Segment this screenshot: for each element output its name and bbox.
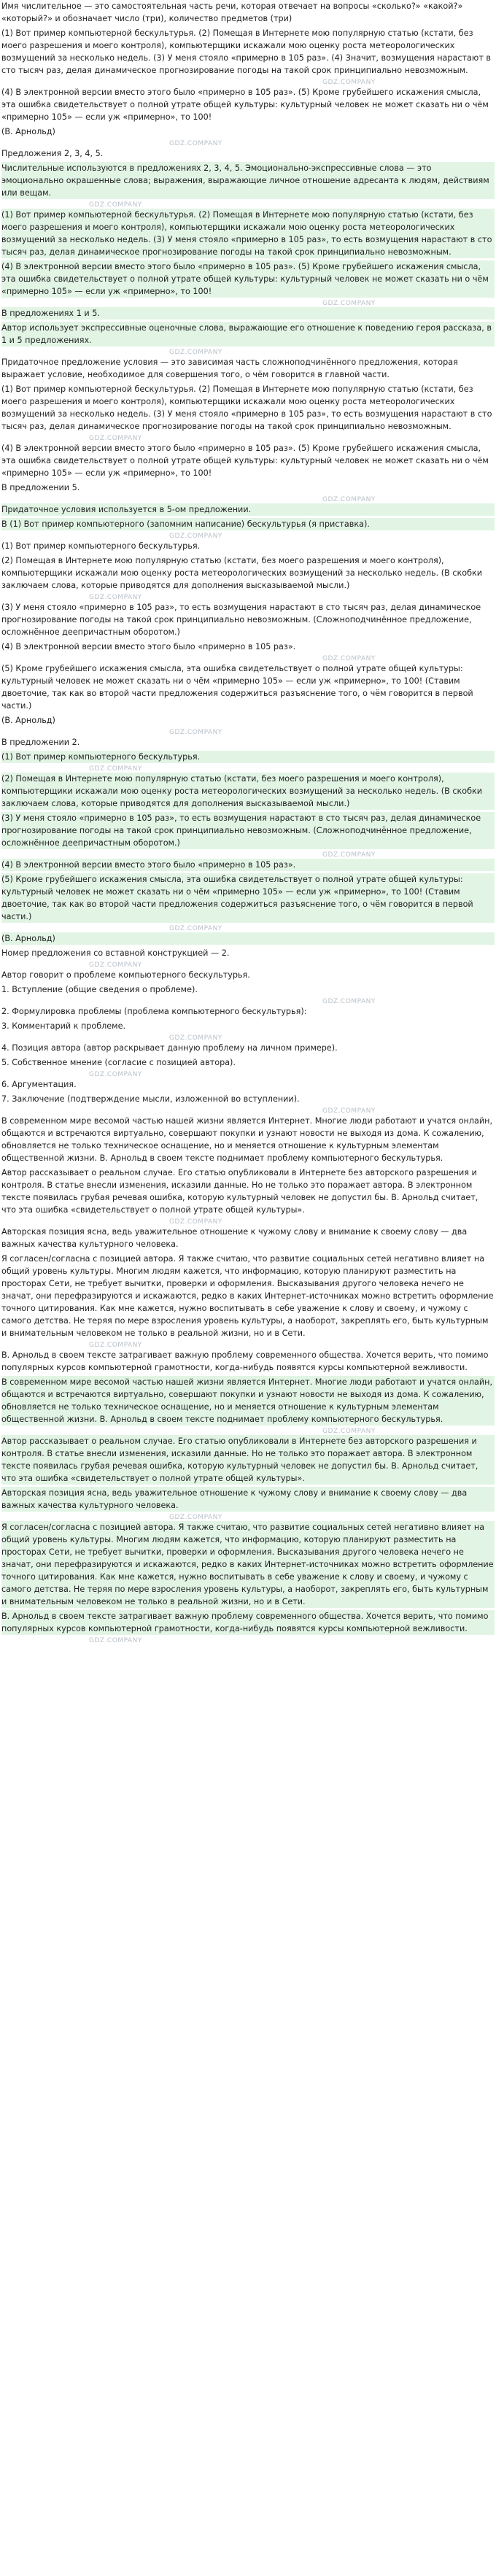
watermark: GDZ.COMPANY	[89, 962, 142, 969]
text-paragraph: (2) Помещая в Интернете мою популярную статью (кстати, без моего разрешения и моего контроля), компьютерщики искажали мою оценку роста метеорологических возмущений за несколько недель. (В скобки заключаем слова, которые приводятся для дополнения высказываемой мысли.)	[1, 556, 485, 590]
text-paragraph: (В. Арнольд)	[1, 932, 495, 945]
text-paragraph: Я согласен/согласна с позицией автора. Я также считаю, что развитие социальных сетей негативно влияет на общий уровень культуры. Многим людям кажется, что информацию, которую планируют разместить на просторах Сети, не требует вычитки, проверки и оформления. Высказывания другого человека нечего не значат, они перефразируются и искажаются, редко в каких Интернет-источниках можно встретить оформление точного цитирования. Как мне кажется, нужно воспитывать в себе уважение к слову и своему, и чужому с самого детства. Не теряя по мере взросления уровень культуры, а наоборот, закреплять его, быть культурным и внимательным человеком не только в реальной жизни, но и в Сети.	[1, 1254, 496, 1338]
watermark: GDZ.COMPANY	[169, 1034, 222, 1042]
watermark: GDZ.COMPANY	[89, 435, 142, 442]
watermark: GDZ.COMPANY	[89, 201, 142, 209]
watermark: GDZ.COMPANY	[322, 300, 376, 307]
text-paragraph: Автор рассказывает о реальном случае. Его статью опубликовали в Интернете без авторского разрешения и контроля. В статье внесли изменения, исказили данные. Но не только это поражает автора. В электронном тексте появилась грубая речевая ошибка, которую культурный человек не допустил бы. В. Арнольд считает, что эта ошибка «свидетельствует о полной утрате общей культуры».	[1, 1168, 481, 1215]
watermark: GDZ.COMPANY	[169, 925, 222, 932]
text-paragraph: Придаточное условия используется в 5-ом предложении.	[1, 503, 495, 516]
watermark: GDZ.COMPANY	[89, 1071, 142, 1078]
text-paragraph: 4. Позиция автора (автор раскрывает данную проблему на личном примере).	[1, 1043, 338, 1053]
watermark: GDZ.COMPANY	[89, 594, 142, 601]
text-paragraph: Имя числительное — это самостоятельная часть речи, которая отвечает на вопросы «сколько?» «какой?» «который?» и обозначает число (три), количество предметов (три)	[1, 1, 465, 23]
text-paragraph: 1. Вступление (общие сведения о проблеме).	[1, 985, 198, 994]
text-paragraph: (1) Вот пример компьютерной бескультурья. (2) Помещая в Интернете мою популярную статью (кстати, без моего разрешения и моего контроля), компьютерщики искажали мою оценку роста метеорологических возмущений за несколько недель. (3) У меня стояло «примерно в 105 раз», то есть возмущения нарастают в сто тысяч раз, делая динамическое прогнозирование погоды на такой срок принципиально невозможным.	[1, 384, 495, 431]
watermark: GDZ.COMPANY	[169, 729, 222, 736]
text-paragraph: Авторская позиция ясна, ведь уважительное отношение к чужому слову и внимание к своему слову — два важных качества культурного человека.	[1, 1227, 470, 1249]
watermark: GDZ.COMPANY	[169, 140, 222, 147]
text-paragraph: Автор говорит о проблеме компьютерного бескультурья.	[1, 970, 250, 980]
text-paragraph: (4) В электронной версии вместо этого было «примерно в 105 раз». (5) Кроме грубейшего искажения смысла, эта ошибка свидетельствует о полной утрате общей культуры: культурный человек не может сказать ни о чём «примерно 105» — если уж «примерно», то 100!	[1, 444, 492, 478]
text-paragraph: Номер предложения со вставной конструкцией — 2.	[1, 948, 230, 958]
watermark: GDZ.COMPANY	[89, 765, 142, 773]
text-paragraph: (3) У меня стояло «примерно в 105 раз», то есть возмущения нарастают в сто тысяч раз, делая динамическое прогнозирование погоды на такой срок принципиально невозможным. (Сложноподчинённое предложение, осложнённое деепричастным оборотом.)	[1, 603, 484, 637]
watermark: GDZ.COMPANY	[322, 655, 376, 662]
watermark: GDZ.COMPANY	[322, 851, 376, 859]
text-paragraph: (1) Вот пример компьютерной бескультурья. (2) Помещая в Интернете мою популярную статью (кстати, без моего разрешения и моего контроля), компьютерщики искажали мою оценку роста метеорологических возмущений за несколько недель. (3) У меня стояло «примерно в 105 раз», то есть возмущения нарастают в сто тысяч раз, делая динамическое прогнозирование погоды на такой срок принципиально невозможным.	[1, 210, 495, 257]
text-paragraph: (1) Вот пример компьютерного бескультурья.	[1, 541, 201, 551]
watermark: GDZ.COMPANY	[322, 998, 376, 1005]
text-paragraph: Придаточное предложение условия — это зависимая часть сложноподчинённого предложения, которая выражает условие, необходимое для совершения того, о чём говорится в главной части.	[1, 357, 461, 379]
text-paragraph: (4) В электронной версии вместо этого было «примерно в 105 раз».	[1, 642, 296, 651]
text-paragraph: (В. Арнольд)	[1, 716, 55, 725]
watermark: GDZ.COMPANY	[169, 533, 222, 540]
watermark: GDZ.COMPANY	[322, 1107, 376, 1115]
text-paragraph: Я согласен/согласна с позицией автора. Я также считаю, что развитие социальных сетей негативно влияет на общий уровень культуры. Многим людям кажется, что информацию, которую планируют разместить на просторах Сети, не требует вычитки, проверки и оформления. Высказывания другого человека нечего не значат, они перефразируются и искажаются, редко в каких Интернет-источниках можно встретить оформление точного цитирования. Как мне кажется, нужно воспитывать в себе уважение к слову и своему, и чужому с самого детства. Не теряя по мере взросления уровень культуры, а наоборот, закреплять его, быть культурным и внимательным человеком не только в реальной жизни, но и в Сети.	[1, 1523, 496, 1606]
text-paragraph: (4) В электронной версии вместо этого было «примерно в 105 раз». (5) Кроме грубейшего искажения смысла, эта ошибка свидетельствует о полной утрате общей культуры: культурный человек не может сказать ни о чём «примерно 105» — если уж «примерно», то 100!	[1, 260, 495, 298]
text-paragraph: В предложениях 1 и 5.	[1, 307, 495, 320]
watermark: GDZ.COMPANY	[169, 1218, 222, 1226]
text-paragraph: В. Арнольд в своем тексте затрагивает важную проблему современного общества. Хочется верить, что помимо популярных курсов компьютерной грамотности, когда-нибудь появятся курсы компьютерной вежливости.	[1, 1350, 492, 1372]
watermark: GDZ.COMPANY	[169, 1514, 222, 1521]
text-paragraph: Предложения 2, 3, 4, 5.	[1, 149, 104, 158]
text-paragraph: Автор рассказывает о реальном случае. Его статью опубликовали в Интернете без авторского разрешения и контроля. В статье внесли изменения, исказили данные. Но не только это поражает автора. В электронном тексте появилась грубая речевая ошибка, которую культурный человек не допустил бы. В. Арнольд считает, что эта ошибка «свидетельствует о полной утрате общей культуры».	[1, 1435, 495, 1485]
text-paragraph: Автор использует экспрессивные оценочные слова, выражающие его отношение к поведению героя рассказа, в 1 и 5 предложениях.	[1, 323, 495, 345]
text-paragraph: 7. Заключение (подтверждение мысли, изложенной во вступлении).	[1, 1094, 300, 1104]
text-paragraph: В предложении 5.	[1, 483, 80, 492]
text-paragraph: (1) Вот пример компьютерного бескультурья.	[1, 751, 495, 763]
text-paragraph: 3. Комментарий к проблеме.	[1, 1021, 126, 1031]
text-paragraph: (2) Помещая в Интернете мою популярную статью (кстати, без моего разрешения и моего контроля), компьютерщики искажали мою оценку роста метеорологических возмущений за несколько недель. (В скобки заключаем слова, которые приводятся для дополнения высказываемой мысли.)	[1, 773, 495, 810]
text-paragraph: (1) Вот пример компьютерной бескультурья. (2) Помещая в Интернете мою популярную статью (кстати, без моего разрешения и моего контроля), компьютерщики искажали мою оценку роста метеорологических возмущений за несколько недель. (3) У меня стояло «примерно в 105 раз». (4) Значит, возмущения нарастают в сто тысяч раз, делая динамическое прогнозирование погоды на такой срок принципиально невозможным.	[1, 28, 494, 75]
text-paragraph: В предложении 2.	[1, 738, 80, 747]
text-paragraph: (4) В электронной версии вместо этого было «примерно в 105 раз».	[1, 859, 495, 871]
text-paragraph: (3) У меня стояло «примерно в 105 раз», то есть возмущения нарастают в сто тысяч раз, делая динамическое прогнозирование погоды на такой срок принципиально невозможным. (Сложноподчинённое предложение, осложнённое деепричастным оборотом.)	[1, 812, 495, 849]
text-paragraph: В. Арнольд в своем тексте затрагивает важную проблему современного общества. Хочется верить, что помимо популярных курсов компьютерной грамотности, когда-нибудь появятся курсы компьютерной вежливости.	[1, 1610, 495, 1635]
watermark: GDZ.COMPANY	[89, 1637, 142, 1644]
text-paragraph: (4) В электронной версии вместо этого было «примерно в 105 раз». (5) Кроме грубейшего искажения смысла, эта ошибка свидетельствует о полной утрате общей культуры: культурный человек не может сказать ни о чём «примерно 105» — если уж «примерно», то 100!	[1, 88, 492, 122]
text-paragraph: (В. Арнольд)	[1, 127, 55, 136]
text-paragraph: Авторская позиция ясна, ведь уважительное отношение к чужому слову и внимание к своему слову — два важных качества культурного человека.	[1, 1487, 495, 1512]
text-paragraph: 2. Формулировка проблемы (проблема компьютерного бескультурья):	[1, 1007, 307, 1016]
watermark: GDZ.COMPANY	[322, 79, 376, 86]
watermark: GDZ.COMPANY	[322, 496, 376, 503]
text-paragraph: В современном мире весомой частью нашей жизни является Интернет. Многие люди работают и учатся онлайн, общаются и встречаются виртуально, совершают покупки и узнают новости не выходя из дома. К сожалению, обновляется не только техническое оснащение, но и меняется отношение к культурным элементам общественной жизни. В. Арнольд в своем тексте поднимает проблему компьютерного бескультурья.	[1, 1116, 495, 1163]
text-paragraph: В современном мире весомой частью нашей жизни является Интернет. Многие люди работают и учатся онлайн, общаются и встречаются виртуально, совершают покупки и узнают новости не выходя из дома. К сожалению, обновляется не только техническое оснащение, но и меняется отношение к культурным элементам общественной жизни. В. Арнольд в своем тексте поднимает проблему компьютерного бескультурья.	[1, 1377, 495, 1424]
watermark: GDZ.COMPANY	[169, 349, 222, 356]
text-paragraph: В (1) Вот пример компьютерного (запомним написание) бескультурья (я приставка).	[1, 518, 495, 530]
text-paragraph: 6. Аргументация.	[1, 1080, 77, 1089]
watermark: GDZ.COMPANY	[89, 1342, 142, 1349]
text-paragraph: 5. Собственное мнение (согласие с позицией автора).	[1, 1058, 236, 1067]
text-paragraph: (5) Кроме грубейшего искажения смысла, эта ошибка свидетельствует о полной утрате общей культуры: культурный человек не может сказать ни о чём «примерно 105» — если уж «примерно», то 100! (Ставим двоеточие, так как во второй части предложения содержиться разъяснение того, о чём говорится в первой части.)	[1, 873, 495, 923]
watermark: GDZ.COMPANY	[322, 1428, 376, 1435]
text-paragraph: (5) Кроме грубейшего искажения смысла, эта ошибка свидетельствует о полной утрате общей культуры: культурный человек не может сказать ни о чём «примерно 105» — если уж «примерно», то 100! (Ставим двоеточие, так как во второй части предложения содержиться разъяснение того, о чём говорится в первой части.)	[1, 664, 476, 711]
text-paragraph: Числительные используются в предложениях 2, 3, 4, 5. Эмоционально-экспрессивные слова — это эмоционально окрашенные слова; выражения, выражающие личное отношение адресанта к людям, действиям или вещам.	[1, 162, 495, 199]
